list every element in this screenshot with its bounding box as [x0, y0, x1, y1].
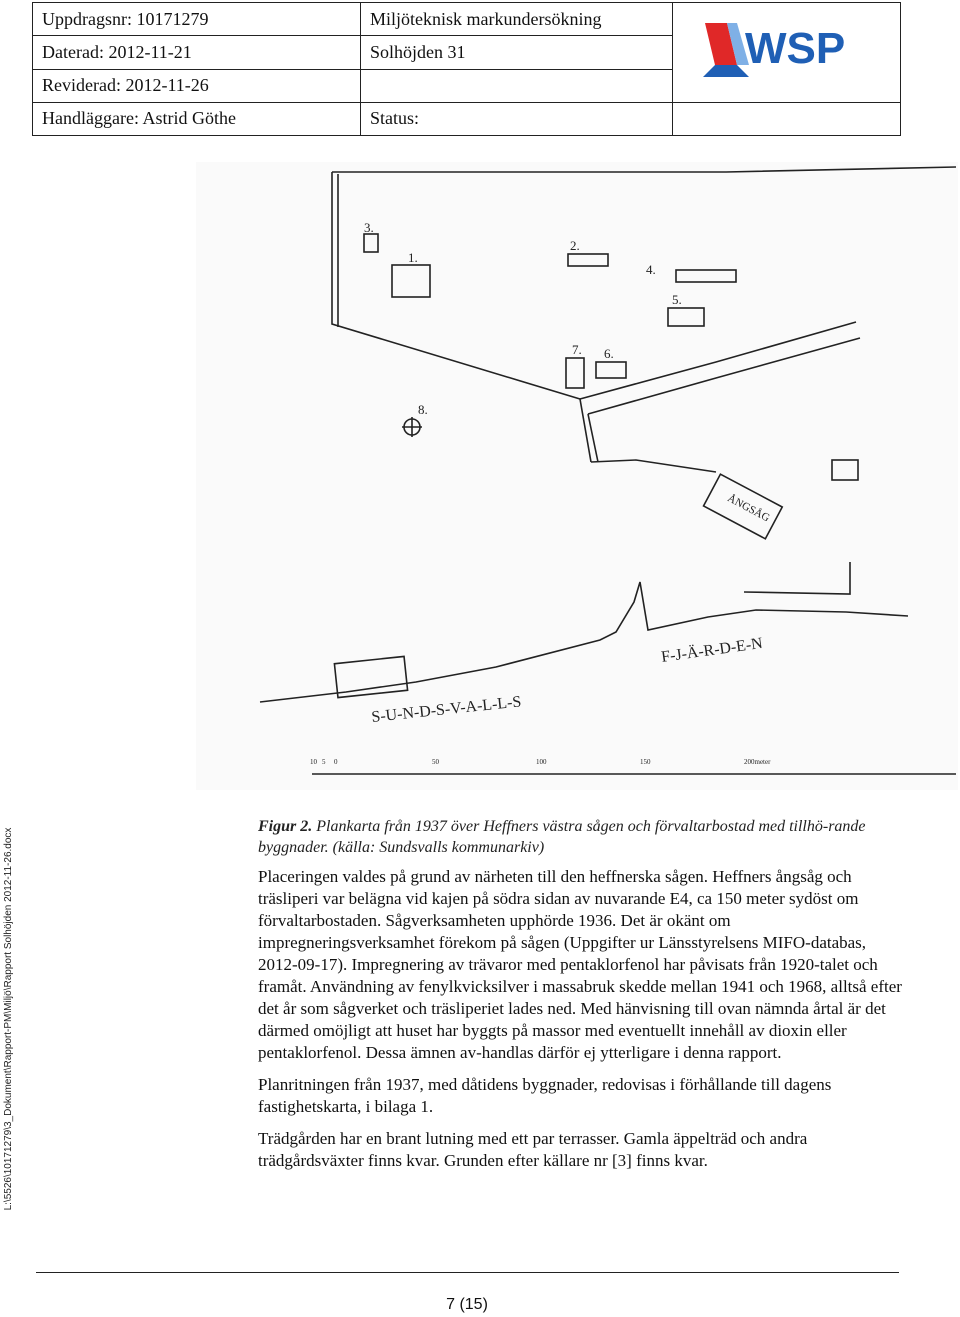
report-title: Miljöteknisk markundersökning — [361, 3, 673, 36]
footer-rule — [36, 1272, 899, 1273]
empty-cell — [673, 102, 901, 135]
map-label-1: 1. — [408, 250, 418, 265]
map-label-8: 8. — [418, 402, 428, 417]
figure-text: Plankarta från 1937 över Heffners västra sågen och förvaltarbostad med tillhö-rande byggnader. (källa: Sundsvalls kommunarkiv) — [258, 818, 866, 856]
handler: Handläggare: Astrid Göthe — [33, 102, 361, 135]
scale-tick-0: 0 — [334, 758, 338, 766]
paragraph: Placeringen valdes på grund av närheten till den heffnerska sågen. Heffners ångsåg och träsliperi var belägna vid kajen på södra sidan av nuvarande E4, ca 150 meter sydöst om förvaltarbostaden. Sågverksamheten upphörde 1936. Det är okänt om impregneringsverksamhet förekom på sågen (Uppgifter ur Länsstyrelsens MIFO-databas, 2012-09-17). Impregnering av trävaror med pentaklorfenol har påvisats från 1920-talet och framåt. Användning av fenylkvicksilver i massabruk skedde mellan 1941 och 1968, alltså efter det år som sågverket och träsliperiet lades ned. Med hänvisning till ovan nämnda årtal är det därmed omöjligt att huset har byggts på massor med eventuellt innehåll av dioxin eller pentaklorfenol. Dessa ämnen av-handlas därför ej ytterligare i denna rapport. — [258, 867, 902, 1062]
document-header — [32, 2, 901, 136]
map-label-6: 6. — [604, 346, 614, 361]
page-number: 7 (15) — [446, 1296, 488, 1313]
scale-tick-10: 10 — [310, 758, 317, 766]
map-label-4: 4. — [646, 262, 656, 277]
scale-tick-50: 50 — [432, 758, 439, 766]
paragraph: Trädgården har en brant lutning med ett par terrasser. Gamla äppelträd och andra trädgårdsväxter finns kvar. Grunden efter källare nr [3] finns kvar. — [258, 1129, 808, 1170]
figure-label: Figur 2. — [258, 818, 313, 835]
figure-caption — [258, 816, 888, 858]
file-path: L:\5526\10171279\3_Dokument\Rapport-PM\Miljö\Rapport Solhöjden 2012-11-26.docx — [3, 827, 14, 1211]
map-label-3: 3. — [364, 220, 374, 235]
wsp-logo — [673, 3, 901, 103]
plan-map-1937 — [196, 162, 958, 790]
scale-tick-5: 5 — [322, 758, 326, 766]
wsp-logo-text: WSP — [744, 23, 845, 73]
paragraph: Planritningen från 1937, med dåtidens byggnader, redovisas i förhållande till dagens fastighetskarta, i bilaga 1. — [258, 1075, 832, 1116]
status: Status: — [361, 102, 673, 135]
map-label-5: 5. — [672, 292, 682, 307]
scale-tick-100: 100 — [536, 758, 547, 766]
property-name: Solhöjden 31 — [361, 36, 673, 69]
scale-tick-150: 150 — [640, 758, 651, 766]
date-created: Daterad: 2012-11-21 — [33, 36, 361, 69]
historical-map — [196, 162, 958, 790]
map-label-2: 2. — [570, 238, 580, 253]
body-text — [258, 866, 908, 1182]
date-revised: Reviderad: 2012-11-26 — [33, 69, 361, 102]
map-label-fjarden: F-J-Ä-R-D-E-N — [660, 634, 764, 666]
wsp-logo-icon — [697, 15, 877, 85]
map-label-sundsvalls: S-U-N-D-S-V-A-L-L-S — [370, 693, 523, 726]
map-label-7: 7. — [572, 342, 582, 357]
assignment-number: Uppdragsnr: 10171279 — [33, 3, 361, 36]
scale-tick-200: 200meter — [744, 758, 771, 766]
empty-cell — [361, 69, 673, 102]
map-label-angsag: ÅNGSÅG — [725, 492, 772, 525]
